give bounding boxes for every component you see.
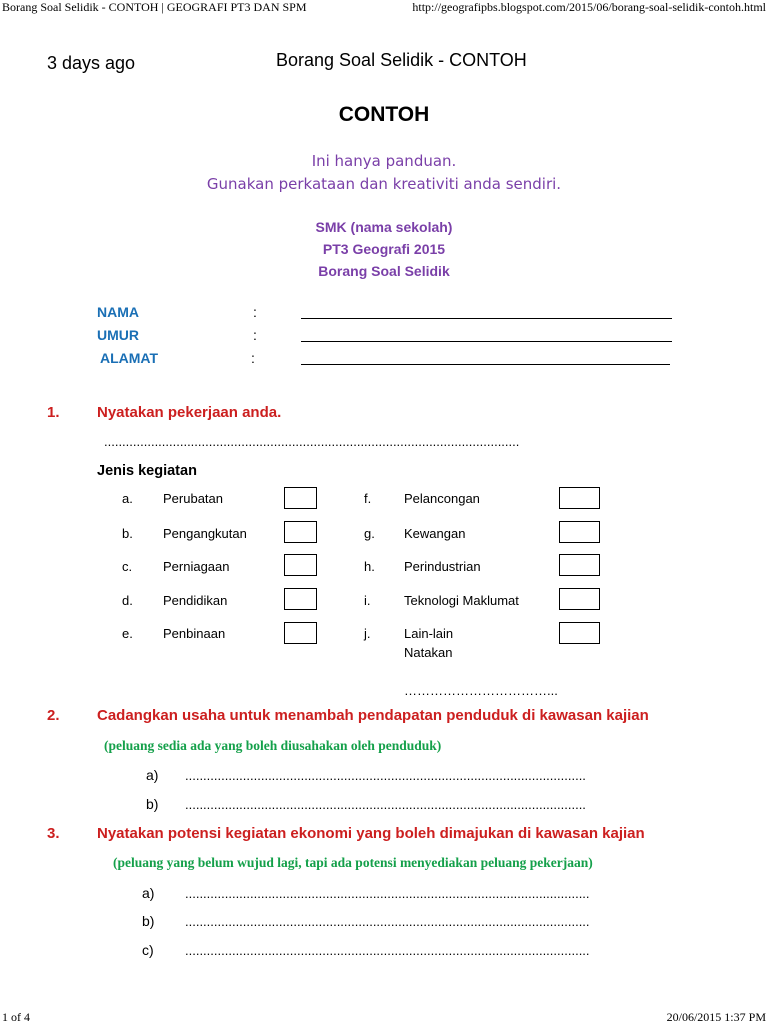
option-label: Perniagaan [163,559,230,574]
option-letter: b. [122,526,133,541]
option-label: Pengangkutan [163,526,247,541]
checkbox-perindustrian[interactable] [559,554,600,576]
option-label: Pelancongan [404,491,480,506]
option-label: Kewangan [404,526,466,541]
checkbox-perniagaan[interactable] [284,554,317,576]
field-line-umur[interactable] [301,341,672,342]
print-header-title: Borang Soal Selidik - CONTOH | GEOGRAFI PT3 DAN SPM [2,0,307,14]
q2-number: 2. [47,707,60,724]
q3-answer-line-b[interactable]: ................................................................................................................ [185,914,590,929]
other-note: Natakan [404,645,453,660]
print-header-url: http://geografipbs.blogspot.com/2015/06/borang-soal-selidik-contoh.html [412,0,766,14]
school-name: SMK (nama sekolah) [315,219,453,235]
q3-text: Nyatakan potensi kegiatan ekonomi yang boleh dimajukan di kawasan kajian [97,825,645,842]
other-answer-line[interactable]: ……………………………... [404,683,558,698]
option-letter: c. [122,559,133,574]
answer-label: a) [146,767,159,783]
q1-number: 1. [47,404,60,421]
answer-label: c) [142,942,154,958]
checkbox-pendidikan[interactable] [284,588,317,610]
doc-note-2: Gunakan perkataan dan kreativiti anda sendiri. [206,175,562,193]
doc-note-1: Ini hanya panduan. [311,152,457,170]
option-letter: i. [364,593,371,608]
field-label-alamat: ALAMAT [100,350,159,366]
field-line-nama[interactable] [301,318,672,319]
field-colon: : [253,304,257,320]
option-letter: d. [122,593,133,608]
q3-answer-line-c[interactable]: ................................................................................................................ [185,943,590,958]
q2-hint: (peluang sedia ada yang boleh diusahakan oleh penduduk) [104,738,442,753]
option-letter: g. [364,526,375,541]
answer-label: b) [146,796,159,812]
print-footer-datetime: 20/06/2015 1:37 PM [666,1010,766,1024]
option-label: Pendidikan [163,593,228,608]
checkbox-pelancongan[interactable] [559,487,600,509]
q1-answer-line[interactable]: ................................................................................................................... [104,434,520,449]
answer-label: a) [142,885,155,901]
option-label: Lain-lain [404,626,454,641]
form-name: Borang Soal Selidik [318,263,450,279]
checkbox-perubatan[interactable] [284,487,317,509]
option-label: Penbinaan [163,626,226,641]
q2-text: Cadangkan usaha untuk menambah pendapatan penduduk di kawasan kajian [97,707,649,724]
checkbox-kewangan[interactable] [559,521,600,543]
option-label: Teknologi Maklumat [404,593,519,608]
option-label: Perindustrian [404,559,481,574]
field-label-umur: UMUR [97,327,139,343]
field-label-nama: NAMA [97,304,139,320]
option-letter: e. [122,626,133,641]
q3-answer-line-a[interactable]: ................................................................................................................ [185,886,590,901]
checkbox-pengangkutan[interactable] [284,521,317,543]
answer-label: b) [142,913,155,929]
doc-heading: CONTOH [338,103,430,126]
post-age: 3 days ago [47,53,136,73]
post-title[interactable]: Borang Soal Selidik - CONTOH [276,50,527,70]
checkbox-lain-lain[interactable] [559,622,600,644]
option-letter: a. [122,491,133,506]
q2-answer-line-a[interactable]: ............................................................................................................... [185,768,586,783]
checkbox-penbinaan[interactable] [284,622,317,644]
option-letter: j. [364,626,371,641]
option-label: Perubatan [163,491,223,506]
q1-text: Nyatakan pekerjaan anda. [97,404,282,421]
print-footer-page: 1 of 4 [2,1010,30,1024]
field-line-alamat[interactable] [301,364,670,365]
option-letter: f. [364,491,372,506]
q3-number: 3. [47,825,60,842]
q1-subheading: Jenis kegiatan [97,463,197,479]
subject-name: PT3 Geografi 2015 [322,241,446,257]
q3-hint: (peluang yang belum wujud lagi, tapi ada potensi menyediakan peluang pekerjaan) [113,855,593,870]
checkbox-teknologi-maklumat[interactable] [559,588,600,610]
q2-answer-line-b[interactable]: ............................................................................................................... [185,797,586,812]
field-colon: : [251,350,255,366]
option-letter: h. [364,559,375,574]
field-colon: : [253,327,257,343]
